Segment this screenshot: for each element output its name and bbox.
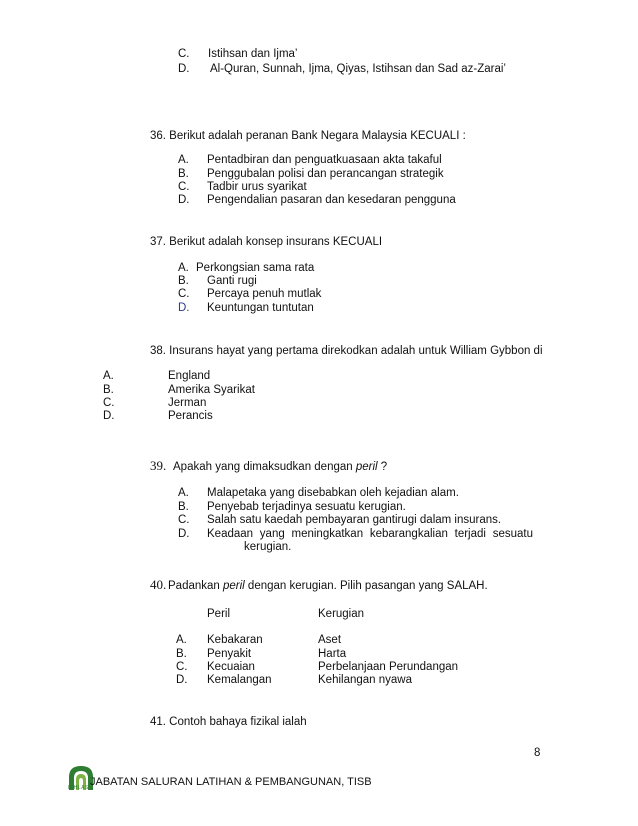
q39-option-a-letter: A. bbox=[178, 487, 189, 499]
q36-option-d-letter: D. bbox=[178, 194, 190, 206]
q38-option-c-text: Jerman bbox=[168, 397, 207, 409]
q40-row-d-peril: Kemalangan bbox=[207, 674, 272, 686]
q35-option-c-text: Istihsan dan Ijma’ bbox=[208, 48, 298, 60]
q40-column-header-peril: Peril bbox=[207, 608, 231, 620]
q37-question: 37. Berikut adalah konsep insurans KECUALI bbox=[150, 236, 383, 248]
logo-text: IKHLAS bbox=[68, 785, 89, 791]
q39-question-em: peril bbox=[355, 461, 378, 473]
q40-row-d-loss: Kehilangan nyawa bbox=[318, 674, 412, 686]
q35-option-d-text: Al-Quran, Sunnah, Ijma, Qiyas, Istihsan dan Sad az-Zarai’ bbox=[210, 63, 506, 75]
q38-option-a-text: England bbox=[168, 370, 211, 382]
q40-row-b-loss: Harta bbox=[318, 648, 347, 660]
q36-option-c-text: Tadbir urus syarikat bbox=[207, 181, 307, 193]
q36-option-a-text: Pentadbiran dan penguatkuasaan akta takaful bbox=[207, 154, 442, 166]
q40-row-b-peril: Penyakit bbox=[207, 648, 252, 660]
q38-option-a-letter: A. bbox=[103, 370, 114, 382]
q35-option-c-letter: C. bbox=[178, 48, 190, 60]
q39-question-pre: Apakah yang dimaksudkan dengan bbox=[173, 461, 356, 473]
q38-option-b-letter: B. bbox=[103, 384, 114, 396]
q40-row-a-letter: A. bbox=[176, 634, 187, 646]
q40-number: 40. bbox=[150, 577, 167, 592]
q40-question-pre: Padankan bbox=[168, 580, 223, 592]
q36-option-d-text: Pengendalian pasaran dan kesedaran pengguna bbox=[207, 194, 456, 206]
q37-option-c-text: Percaya penuh mutlak bbox=[207, 288, 322, 300]
q35-option-d-letter: D. bbox=[178, 63, 190, 75]
footer-organization: JABATAN SALURAN LATIHAN & PEMBANGUNAN, TISB bbox=[90, 776, 372, 788]
q40-row-b-letter: B. bbox=[176, 648, 187, 660]
q39-option-b-text: Penyebab terjadinya sesuatu kerugian. bbox=[207, 501, 406, 513]
q36-option-c-letter: C. bbox=[178, 181, 190, 193]
q40-question bbox=[168, 579, 488, 593]
q40-row-c-loss: Perbelanjaan Perundangan bbox=[318, 661, 459, 673]
q40-question-post: dengan kerugian. Pilih pasangan yang SALAH. bbox=[244, 580, 488, 592]
q37-option-c-letter: C. bbox=[178, 288, 190, 300]
q36-question: 36. Berikut adalah peranan Bank Negara Malaysia KECUALI : bbox=[150, 130, 466, 142]
q38-option-b-text: Amerika Syarikat bbox=[168, 384, 255, 396]
page-number: 8 bbox=[534, 747, 541, 759]
q38-question: 38. Insurans hayat yang pertama direkodkan adalah untuk William Gybbon di bbox=[150, 345, 543, 357]
q40-row-c-letter: C. bbox=[176, 661, 188, 673]
q39-option-d-continuation: kerugian. bbox=[244, 541, 292, 553]
q38-option-c-letter: C. bbox=[103, 397, 115, 409]
q37-option-a-letter: A. bbox=[178, 262, 189, 274]
q38-option-d-letter: D. bbox=[103, 410, 115, 422]
q39-option-d-text: Keadaan yang meningkatkan kebarangkalian terjadi sesuatu bbox=[207, 528, 533, 540]
q37-option-d-letter: D. bbox=[178, 302, 190, 314]
q39-number: 39. bbox=[150, 458, 167, 473]
q39-option-a-text: Malapetaka yang disebabkan oleh kejadian alam. bbox=[207, 487, 459, 499]
q40-column-header-kerugian: Kerugian bbox=[318, 608, 365, 620]
q39-option-c-text: Salah satu kaedah pembayaran gantirugi dalam insurans. bbox=[207, 514, 502, 526]
q37-option-a-text: Perkongsian sama rata bbox=[196, 262, 315, 274]
q37-option-d-text: Keuntungan tuntutan bbox=[207, 302, 314, 314]
q36-option-a-letter: A. bbox=[178, 154, 189, 166]
q40-row-d-letter: D. bbox=[176, 674, 188, 686]
q40-question-em: peril bbox=[223, 580, 245, 592]
q39-option-c-letter: C. bbox=[178, 514, 190, 526]
q37-option-b-text: Ganti rugi bbox=[207, 275, 257, 287]
q40-row-c-peril: Kecuaian bbox=[207, 661, 255, 673]
q40-row-a-peril: Kebakaran bbox=[207, 634, 263, 646]
q39-question-post: ? bbox=[377, 461, 388, 473]
q41-question: 41. Contoh bahaya fizikal ialah bbox=[150, 716, 307, 728]
q39-option-d-letter: D. bbox=[178, 528, 190, 540]
q37-option-b-letter: B. bbox=[178, 275, 189, 287]
q39-question bbox=[173, 460, 387, 474]
q36-option-b-text: Penggubalan polisi dan perancangan strategik bbox=[207, 168, 444, 180]
q39-option-b-letter: B. bbox=[178, 501, 189, 513]
q36-option-b-letter: B. bbox=[178, 168, 189, 180]
q40-row-a-loss: Aset bbox=[318, 634, 342, 646]
q38-option-d-text: Perancis bbox=[168, 410, 213, 422]
